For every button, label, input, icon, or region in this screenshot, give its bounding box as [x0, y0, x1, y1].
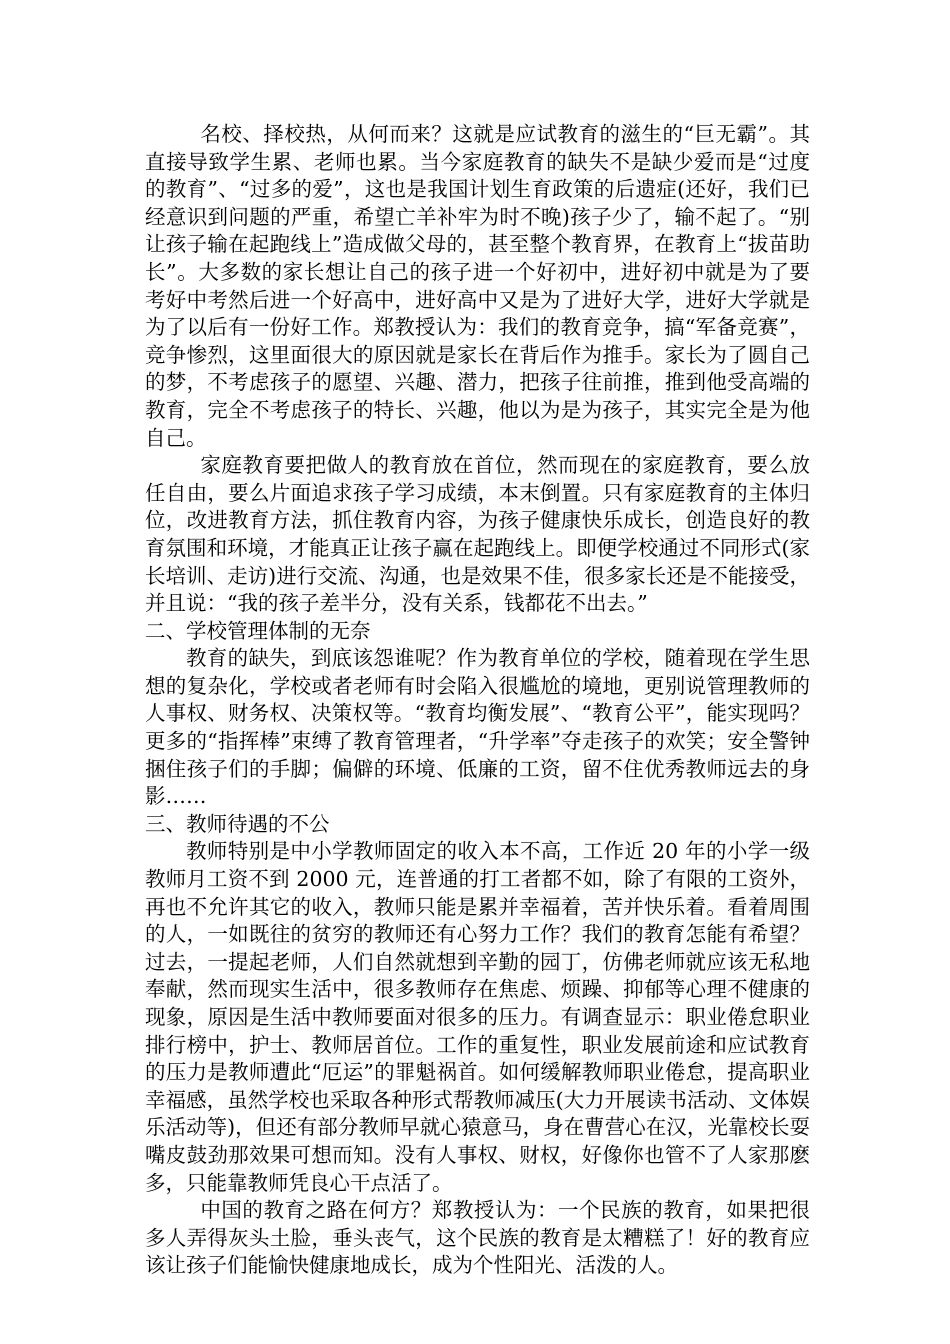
body-paragraph: 家庭教育要把做人的教育放在首位，然而现在的家庭教育，要么放任自由，要么片面追求孩子学习成绩，本末倒置。只有家庭教育的主体归位，改进教育方法，抓住教育内容，为孩子健康快乐成长，创造良好的教育氛围和环境，才能真正让孩子赢在起跑线上。即便学校通过不同形式(家长培训、走访)进行交流、沟通，也是效果不佳，很多家长还是不能接受，并且说：“我的孩子差半分，没有关系，钱都花不出去。”: [145, 453, 810, 616]
body-paragraph: 教师特别是中小学教师固定的收入本不高，工作近 20 年的小学一级教师月工资不到 2000 元，连普通的打工者都不如，除了有限的工资外，再也不允许其它的收入，教师只能是累并幸福着，苦并快乐着。看着周围的人，一如既往的贫穷的教师还有心努力工作？我们的教育怎能有希望？过去，一提起老师，人们自然就想到辛勤的园丁，仿佛老师就应该无私地奉献，然而现实生活中，很多教师存在焦虑、烦躁、抑郁等心理不健康的现象，原因是生活中教师要面对很多的压力。有调查显示：职业倦怠职业排行榜中，护士、教师居首位。工作的重复性，职业发展前途和应试教育的压力是教师遭此“厄运”的罪魁祸首。如何缓解教师职业倦怠，提高职业幸福感，虽然学校也采取各种形式帮教师减压(大力开展读书活动、文体娱乐活动等)，但还有部分教师早就心猿意马，身在曹营心在汉，光靠校长耍嘴皮鼓劲那效果可想而知。没有人事权、财权，好像你也管不了人家那麽多，只能靠教师凭良心干点活了。: [145, 839, 810, 1195]
body-paragraph: 教育的缺失，到底该怨谁呢？作为教育单位的学校，随着现在学生思想的复杂化，学校或者老师有时会陷入很尴尬的境地，更别说管理教师的人事权、财务权、决策权等。“教育均衡发展”、“教育公平”，能实现吗？更多的“指挥棒”束缚了教育管理者，“升学率”夺走孩子的欢笑；安全警钟捆住孩子们的手脚；偏僻的环境、低廉的工资，留不住优秀教师远去的身影……: [145, 646, 810, 809]
body-paragraph: 名校、择校热，从何而来？这就是应试教育的滋生的“巨无霸”。其直接导致学生累、老师也累。当今家庭教育的缺失不是缺少爱而是“过度的教育”、“过多的爱”，这也是我国计划生育政策的后遗症(还好，我们已经意识到问题的严重，希望亡羊补牢为时不晚)孩子少了，输不起了。“别让孩子输在起跑线上”造成做父母的，甚至整个教育界，在教育上“拔苗助长”。大多数的家长想让自己的孩子进一个好初中，进好初中就是为了要考好中考然后进一个好高中，进好高中又是为了进好大学，进好大学就是为了以后有一份好工作。郑教授认为：我们的教育竞争，搞“军备竞赛”，竞争惨烈，这里面很大的原因就是家长在背后作为推手。家长为了圆自己的梦，不考虑孩子的愿望、兴趣、潜力，把孩子往前推，推到他受高端的教育，完全不考虑孩子的特长、兴趣，他以为是为孩子，其实完全是为他自己。: [145, 122, 810, 450]
section-heading: 二、学校管理体制的无奈: [145, 618, 371, 643]
document-body: [145, 121, 810, 1280]
body-paragraph: 中国的教育之路在何方？郑教授认为：一个民族的教育，如果把很多人弄得灰头土脸，垂头丧气，这个民族的教育是太糟糕了！好的教育应该让孩子们能愉快健康地成长，成为个性阳光、活泼的人。: [145, 1198, 810, 1278]
section-heading: 三、教师待遇的不公: [145, 811, 330, 836]
